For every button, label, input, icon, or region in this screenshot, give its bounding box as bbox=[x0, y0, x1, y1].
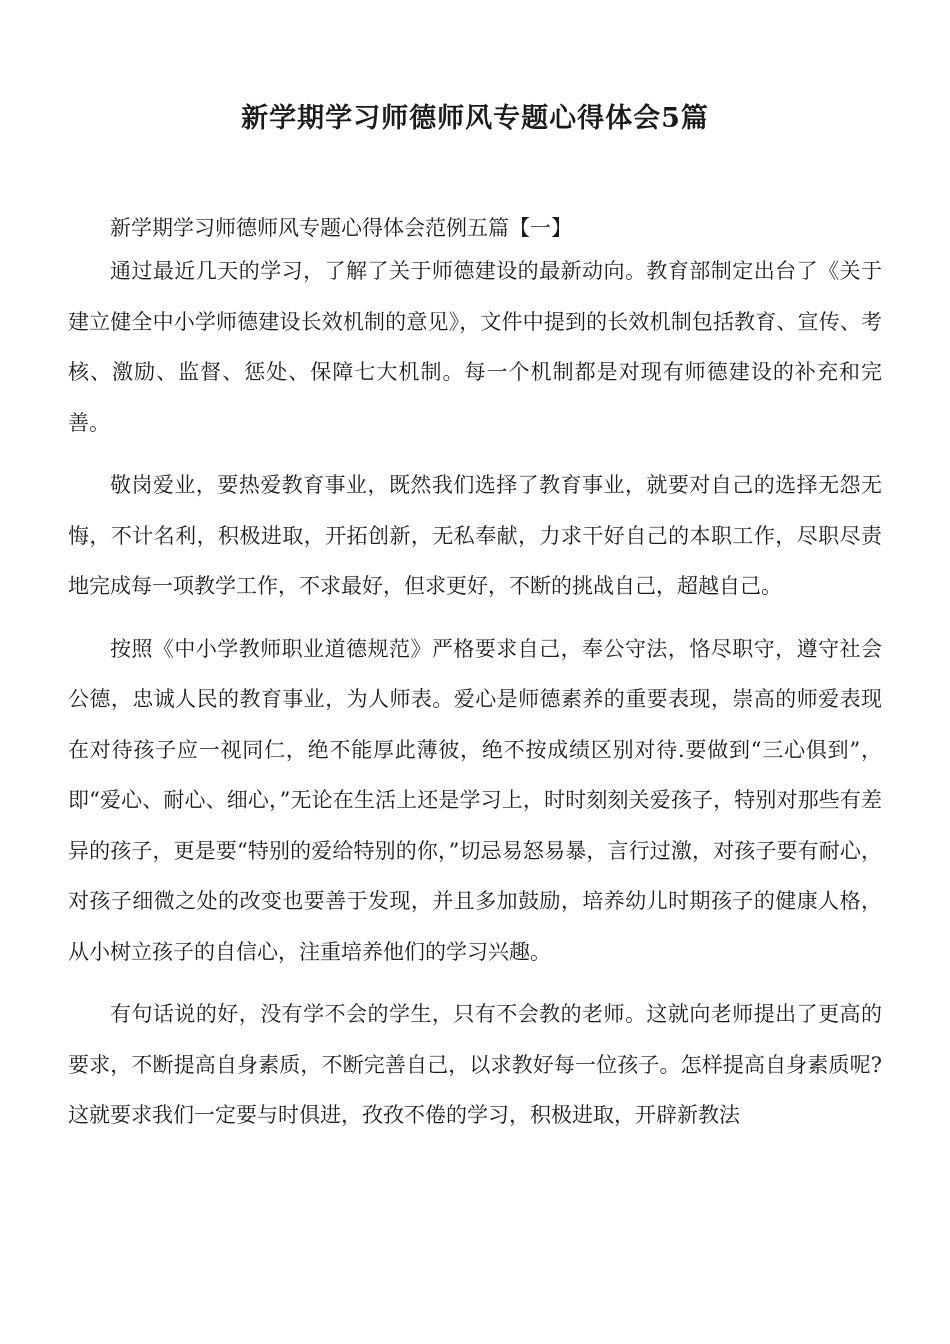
document-title: 新学期学习师德师风专题心得体会5篇 bbox=[241, 103, 709, 134]
document-body bbox=[68, 210, 882, 1153]
section-heading: 新学期学习师德师风专题心得体会范例五篇【一】 bbox=[110, 216, 572, 240]
paragraph-2: 敬岗爱业，要热爱教育事业，既然我们选择了教育事业，就要对自己的选择无怨无悔，不计名利，积极进取，开拓创新，无私奉献，力求干好自己的本职工作，尽职尽责地完成每一项教学工作，不求最好，但求更好，不断的挑战自己，超越自己。 bbox=[68, 473, 882, 598]
paragraph-1: 通过最近几天的学习，了解了关于师德建设的最新动向。教育部制定出台了《关于建立健全中小学师德建设长效机制的意见》，文件中提到的长效机制包括教育、宣传、考核、激励、监督、惩处、保障七大机制。每一个机制都是对现有师德建设的补充和完善。 bbox=[68, 259, 882, 435]
paragraph-4: 有句话说的好，没有学不会的学生，只有不会教的老师。这就向老师提出了更高的要求，不断提高自身素质，不断完善自己，以求教好每一位孩子。怎样提高自身素质呢?这就要求我们一定要与时俱进，孜孜不倦的学习，积极进取，开辟新教法 bbox=[68, 1002, 882, 1127]
paragraph-3: 按照《中小学教师职业道德规范》严格要求自己，奉公守法，恪尽职守，遵守社会公德，忠诚人民的教育事业，为人师表。爱心是师德素养的重要表现，崇高的师爱表现在对待孩子应一视同仁，绝不能厚此薄彼，绝不按成绩区别对待.要做到“三心俱到”，即“爱心、耐心、细心，”无论在生活上还是学习上，时时刻刻关爱孩子，特别对那些有差异的孩子，更是要“特别的爱给特别的你，”切忌易怒易暴，言行过激，对孩子要有耐心，对孩子细微之处的改变也要善于发现，并且多加鼓励，培养幼儿时期孩子的健康人格，从小树立孩子的自信心，注重培养他们的学习兴趣。 bbox=[68, 636, 882, 964]
